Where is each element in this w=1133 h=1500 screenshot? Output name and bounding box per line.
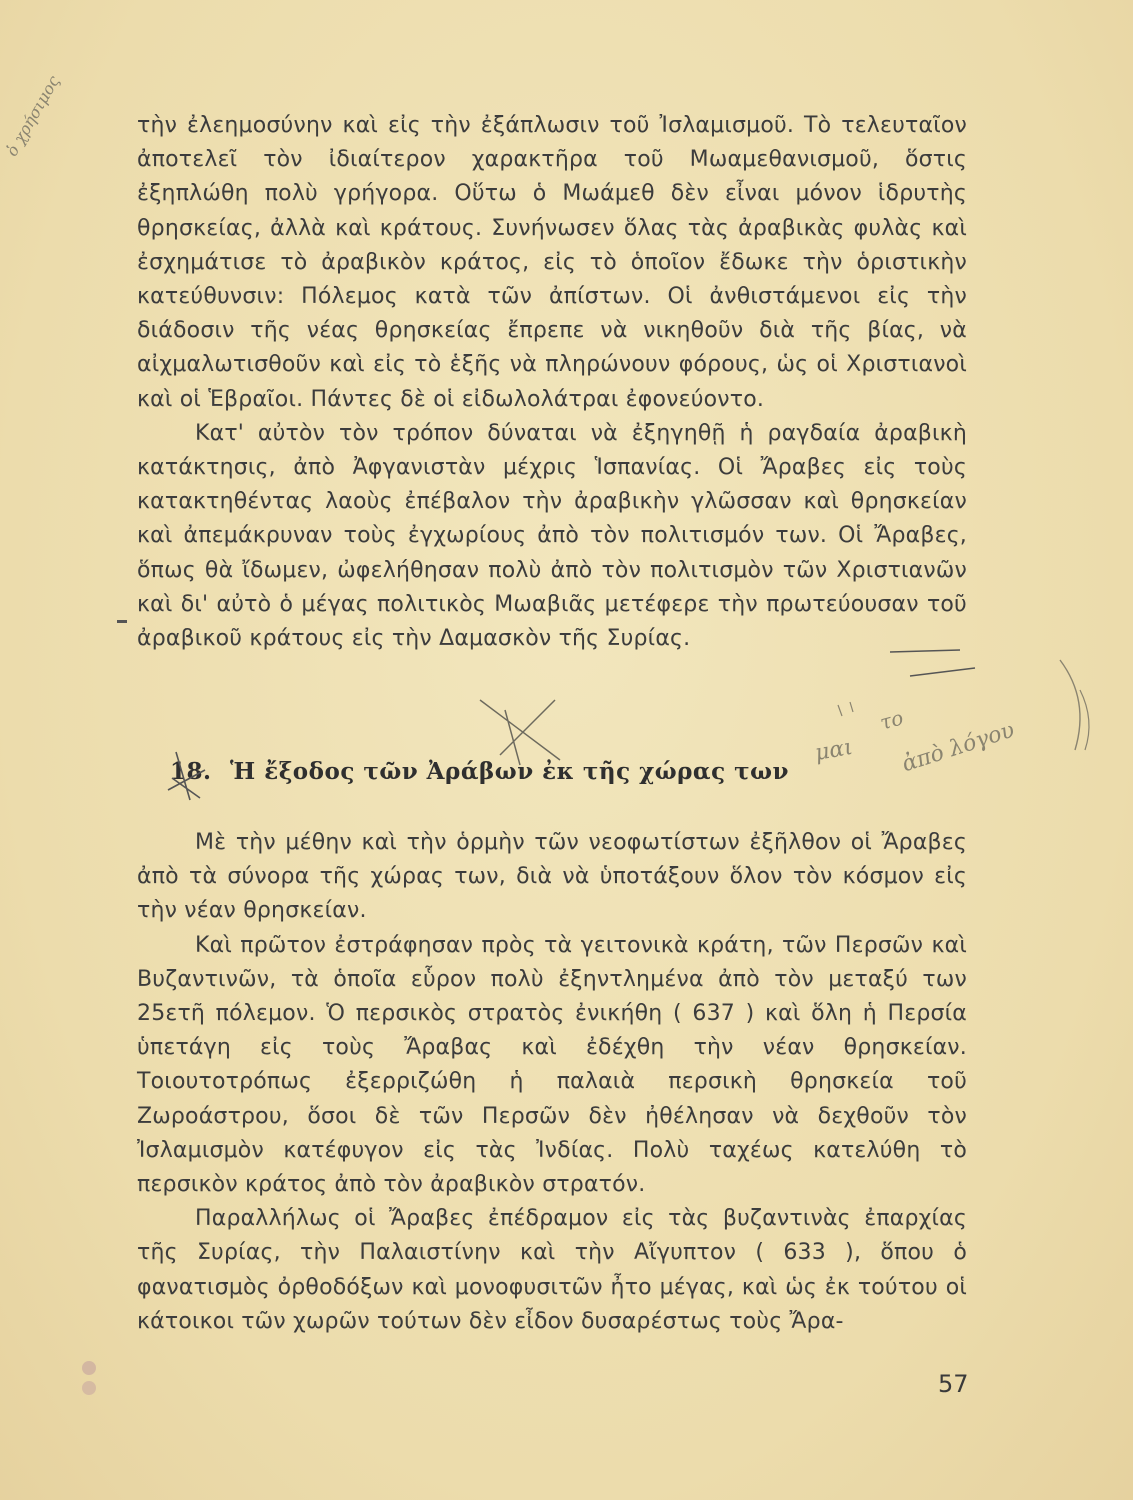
paragraph-4: Καὶ πρῶτον ἐστράφησαν πρὸς τὰ γειτονικὰ κράτη, τῶν Περσῶν καὶ Βυζαντινῶν, τὰ ὁποῖα εὗρον πολὺ ἐξηντλημένα ἀπὸ τὸν μεταξύ των 25ετῆ πόλεμον. Ὁ περσικὸς στρατὸς ἐνικήθη ( 637 ) καὶ ὅλη ἡ Περσία ὑπετάγη εἰς τοὺς Ἄραβας καὶ ἐδέχθη τὴν νέαν θρησκείαν. Τοιουτοτρόπως ἐξερριζώθη ἡ παλαιὰ περσικὴ θρησκεία τοῦ Ζωροάστρου, ὅσοι δὲ τῶν Περσῶν δὲν ἠθέλησαν νὰ δεχθοῦν τὸν Ἰσλαμισμὸν κατέφυγον εἰς τὰς Ἰνδίας. Πολὺ ταχέως κατελύθη τὸ περσικὸν κράτος ἀπὸ τὸν ἀραβικὸν στρατόν.	[137, 932, 967, 1198]
section-17-continuation	[137, 109, 967, 656]
section-title: Ἡ ἔξοδος τῶν Ἀράβων ἐκ τῆς χώρας των	[230, 758, 789, 785]
section-18-body	[137, 826, 967, 1339]
page-number: 57	[938, 1370, 969, 1398]
paragraph-2: Κατ' αὐτὸν τὸν τρόπον δύναται νὰ ἐξηγηθῇ ἡ ραγδαία ἀραβικὴ κατάκτησις, ἀπὸ Ἀφγανιστὰν μέχρις Ἱσπανίας. Οἱ Ἄραβες εἰς τοὺς κατακτηθέντας λαοὺς ἐπέβαλον τὴν ἀραβικὴν γλῶσσαν καὶ θρησκείαν καὶ ἀπεμάκρυναν τοὺς ἐγχωρίους ἀπὸ τὸν πολιτισμόν των. Οἱ Ἄραβες, ὅπως θὰ ἴδωμεν, ὠφελήθησαν πολὺ ἀπὸ τὸν πολιτισμὸν τῶν Χριστιανῶν καὶ δι' αὐτὸ ὁ μέγας πολιτικὸς Μωαβιᾶς μετέφερε τὴν πρωτεύουσαν τοῦ ἀραβικοῦ κράτους εἰς τὴν Δαμασκὸν τῆς Συρίας.	[137, 420, 967, 652]
margin-dash-mark	[117, 620, 127, 623]
annotation-heading-3: ἀπὸ λόγου	[898, 717, 1018, 778]
paragraph-1: τὴν ἐλεημοσύνην καὶ εἰς τὴν ἐξάπλωσιν τοῦ Ἰσλαμισμοῦ. Τὸ τελευταῖον ἀποτελεῖ τὸν ἰδιαίτερον χαρακτῆρα τοῦ Μωαμεθανισμοῦ, ὅστις ἐξηπλώθη πολὺ γρήγορα. Οὕτω ὁ Μωάμεθ δὲν εἶναι μόνον ἱδρυτὴς θρησκείας, ἀλλὰ καὶ κράτους. Συνήνωσεν ὅλας τὰς ἀραβικὰς φυλὰς καὶ ἐσχημάτισε τὸ ἀραβικὸν κράτος, εἰς τὸ ὁποῖον ἔδωκε τὴν ὁριστικὴν κατεύθυνσιν: Πόλεμος κατὰ τῶν ἀπίστων. Οἱ ἀνθιστάμενοι εἰς τὴν διάδοσιν τῆς νέας θρησκείας ἔπρεπε νὰ νικηθοῦν διὰ τῆς βίας, νὰ αἰχμαλωτισθοῦν καὶ εἰς τὸ ἑξῆς νὰ πληρώνουν φόρους, ὡς οἱ Χριστιανοὶ καὶ οἱ Ἑβραῖοι. Πάντες δὲ οἱ εἰδωλολάτραι ἐφονεύοντο.	[137, 113, 967, 412]
paragraph-3: Μὲ τὴν μέθην καὶ τὴν ὁρμὴν τῶν νεοφωτίστων ἐξῆλθον οἱ Ἄραβες ἀπὸ τὰ σύνορα τῆς χώρας των, διὰ νὰ ὑποτάξουν ὅλον τὸν κόσμον εἰς τὴν νέαν θρησκείαν.	[137, 830, 967, 924]
annotation-heading-2: το	[877, 705, 906, 735]
ink-stain-icon	[76, 1358, 102, 1402]
margin-note-left: ὁ χρήσιμος	[2, 72, 64, 160]
annotation-heading-1: μαι	[813, 734, 855, 767]
paragraph-5: Παραλλήλως οἱ Ἄραβες ἐπέδραμον εἰς τὰς βυζαντινὰς ἐπαρχίας τῆς Συρίας, τὴν Παλαιστίνην καὶ τὴν Αἴγυπτον ( 633 ), ὅπου ὁ φανατισμὸς ὀρθοδόξων καὶ μονοφυσιτῶν ἦτο μέγας, καὶ ὡς ἐκ τούτου οἱ κάτοικοι τῶν χωρῶν τούτων δὲν εἶδον δυσαρέστως τοὺς Ἄρα-	[137, 1206, 967, 1334]
section-number: 18.	[170, 758, 212, 785]
